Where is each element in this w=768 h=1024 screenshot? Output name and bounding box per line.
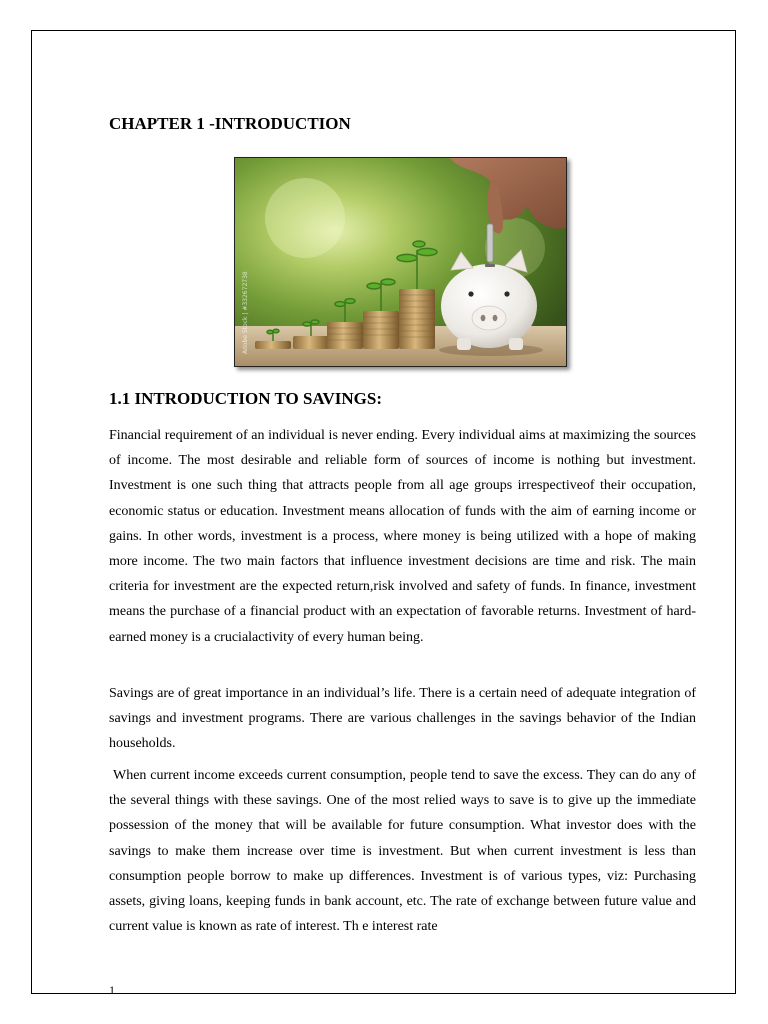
page-number: 1 xyxy=(109,983,115,997)
chapter-title: CHAPTER 1 -INTRODUCTION xyxy=(109,114,351,133)
piggy-bank-coins-image xyxy=(234,157,567,367)
paragraph-income-consumption: When current income exceeds current consumption, people tend to save the excess. They can do any of the several things with these savings. One of the most relied ways to save is to give up the immediate possession of the money that will be available for future consumption. What investor does with the savings to make them increase over time is investment. But when current investment is less than consumption people borrow to make up differences. Investment is of various types, viz: Purchasing assets, giving loans, keeping funds in bank account, etc. The rate of exchange between future value and current value is known as rate of interest. Th e interest rate xyxy=(109,768,696,935)
stock-watermark: Adobe Stock | #332672738 xyxy=(242,271,249,354)
paragraph-investment-intro: Financial requirement of an individual is never ending. Every individual aims at maximizing the sources of income. The most desirable and reliable form of sources of income is nothing but investment. Investment is one such thing that attracts people from all age groups irrespectiveof their occupation, economic status or education. Investment means allocation of funds with the aim of earning income or gains. In other words, investment is a process, where money is being utilized with a hope of making more income. The two main factors that influence investment decisions are time and risk. The main criteria for investment are the expected return,risk involved and safety of funds. In finance, investment means the purchase of a financial product with an expectation of favorable returns. Investment of hard-earned money is a crucialactivity of every human being. xyxy=(109,428,696,645)
paragraph-savings-importance: Savings are of great importance in an individual’s life. There is a certain need of adequate integration of savings and investment programs. There are various challenges in the savings behavior of the Indian households. xyxy=(109,686,696,752)
section-title: 1.1 INTRODUCTION TO SAVINGS: xyxy=(109,389,383,408)
